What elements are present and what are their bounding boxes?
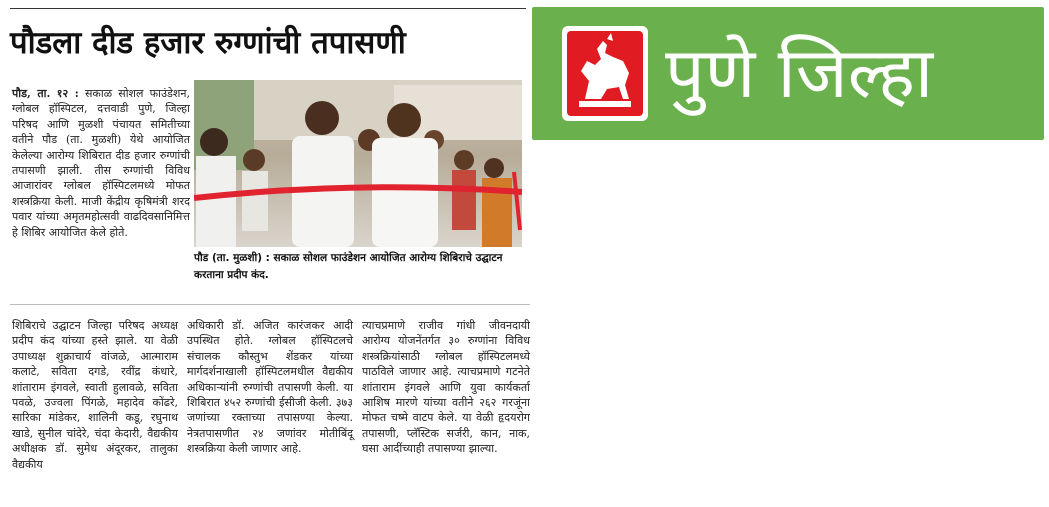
intro-text: सकाळ सोशल फाउंडेशन, ग्लोबल हॉस्पिटल, दत्तवाडी पुणे, जिल्हा परिषद आणि मुळशी पंचायत समितीच्या वतीने पौड (ता. मुळशी) येथे आयोजित केलेल्या आरोग्य शिबिरात दीड हजार रुग्णांची तपासणी झाली. तीस रुग्णांची विविध आजारांवर ग्लोबल हॉस्पिटलमध्ये मोफत शस्त्रक्रिया केली. माजी केंद्रीय कृषिमंत्री शरद पवार यांच्या अमृतमहोत्सवी वाढदिवसानिमित्त हे शिबिर आयोजित केले होते.: [12, 87, 191, 239]
logo-background: [567, 31, 643, 116]
article-photo: [194, 80, 522, 247]
horse-rider-statue-icon: [567, 31, 643, 116]
column-2-text: अधिकारी डॉ. अजित कारंजकर आदी उपस्थित होते. ग्लोबल हॉस्पिटलचे संचालक कौस्तुभ शेंडकर यांच्या मार्गदर्शनाखाली हॉस्पिटलमधील वैद्यकीय अधिकाऱ्यांनी रुग्णांची तपासणी केली. या शिबिरात ४५२ रुग्णांची ईसीजी केली. ३७३ जणांच्या रक्ताच्या तपासण्या केल्या. नेत्रतपासणीत २४ जणांवर मोतीबिंदू शस्त्रक्रिया केली जाणार आहे.: [187, 319, 353, 456]
article-column-2: [187, 318, 353, 457]
dateline: पौड, ता. १२ :: [12, 87, 79, 100]
top-rule: [10, 8, 526, 9]
banner-title: पुणे जिल्हा: [665, 32, 934, 114]
district-banner: [532, 7, 1044, 140]
photo-caption: पौड (ता. मुळशी) : सकाळ सोशल फाउंडेशन आयोजित आरोग्य शिबिराचे उद्घाटन करताना प्रदीप कंद.: [194, 252, 503, 281]
article-headline: पौडला दीड हजार रुग्णांची तपासणी: [10, 25, 406, 61]
district-logo: [562, 26, 648, 121]
article-column-3: [362, 318, 530, 457]
article-intro: [12, 86, 190, 240]
ribbon-cutting-photo: [194, 80, 522, 247]
column-1-text: शिबिराचे उद्घाटन जिल्हा परिषद अध्यक्ष प्रदीप कंद यांच्या हस्ते झाले. या वेळी उपाध्यक्ष शुक्राचार्य वांजळे, आत्माराम कलाटे, सविता दगडे, रवींद्र कंधारे, शांताराम इंगवले, स्वाती हुलावळे, सविता पवळे, उज्वला पिंगळे, महादेव कोंढरे, सारिका मांडेकर, शालिनी कडू, रघुनाथ खाडे, सुनील चांदेरे, चंदा केदारी, वैद्यकीय अधीक्षक डॉ. सुमेध अंदूरकर, तालुका वैद्यकीय: [12, 319, 178, 471]
article-column-1: [12, 318, 178, 472]
column-3-text: त्याचप्रमाणे राजीव गांधी जीवनदायी आरोग्य योजनेंतर्गत ३० रुग्णांना विविध शस्त्रक्रियांसाठी ग्लोबल हॉस्पिटलमध्ये पाठविले जाणार आहे. त्याचप्रमाणे गटनेते शांताराम इंगवले आणि युवा कार्यकर्ता आशिष मारणे यांच्या वतीने २६२ गरजूंना मोफत चष्मे वाटप केले. या वेळी हृदयरोग तपासणी, प्लॅस्टिक सर्जरी, कान, नाक, घसा आदींच्याही तपासण्या झाल्या.: [362, 319, 530, 456]
section-divider: [10, 304, 530, 305]
